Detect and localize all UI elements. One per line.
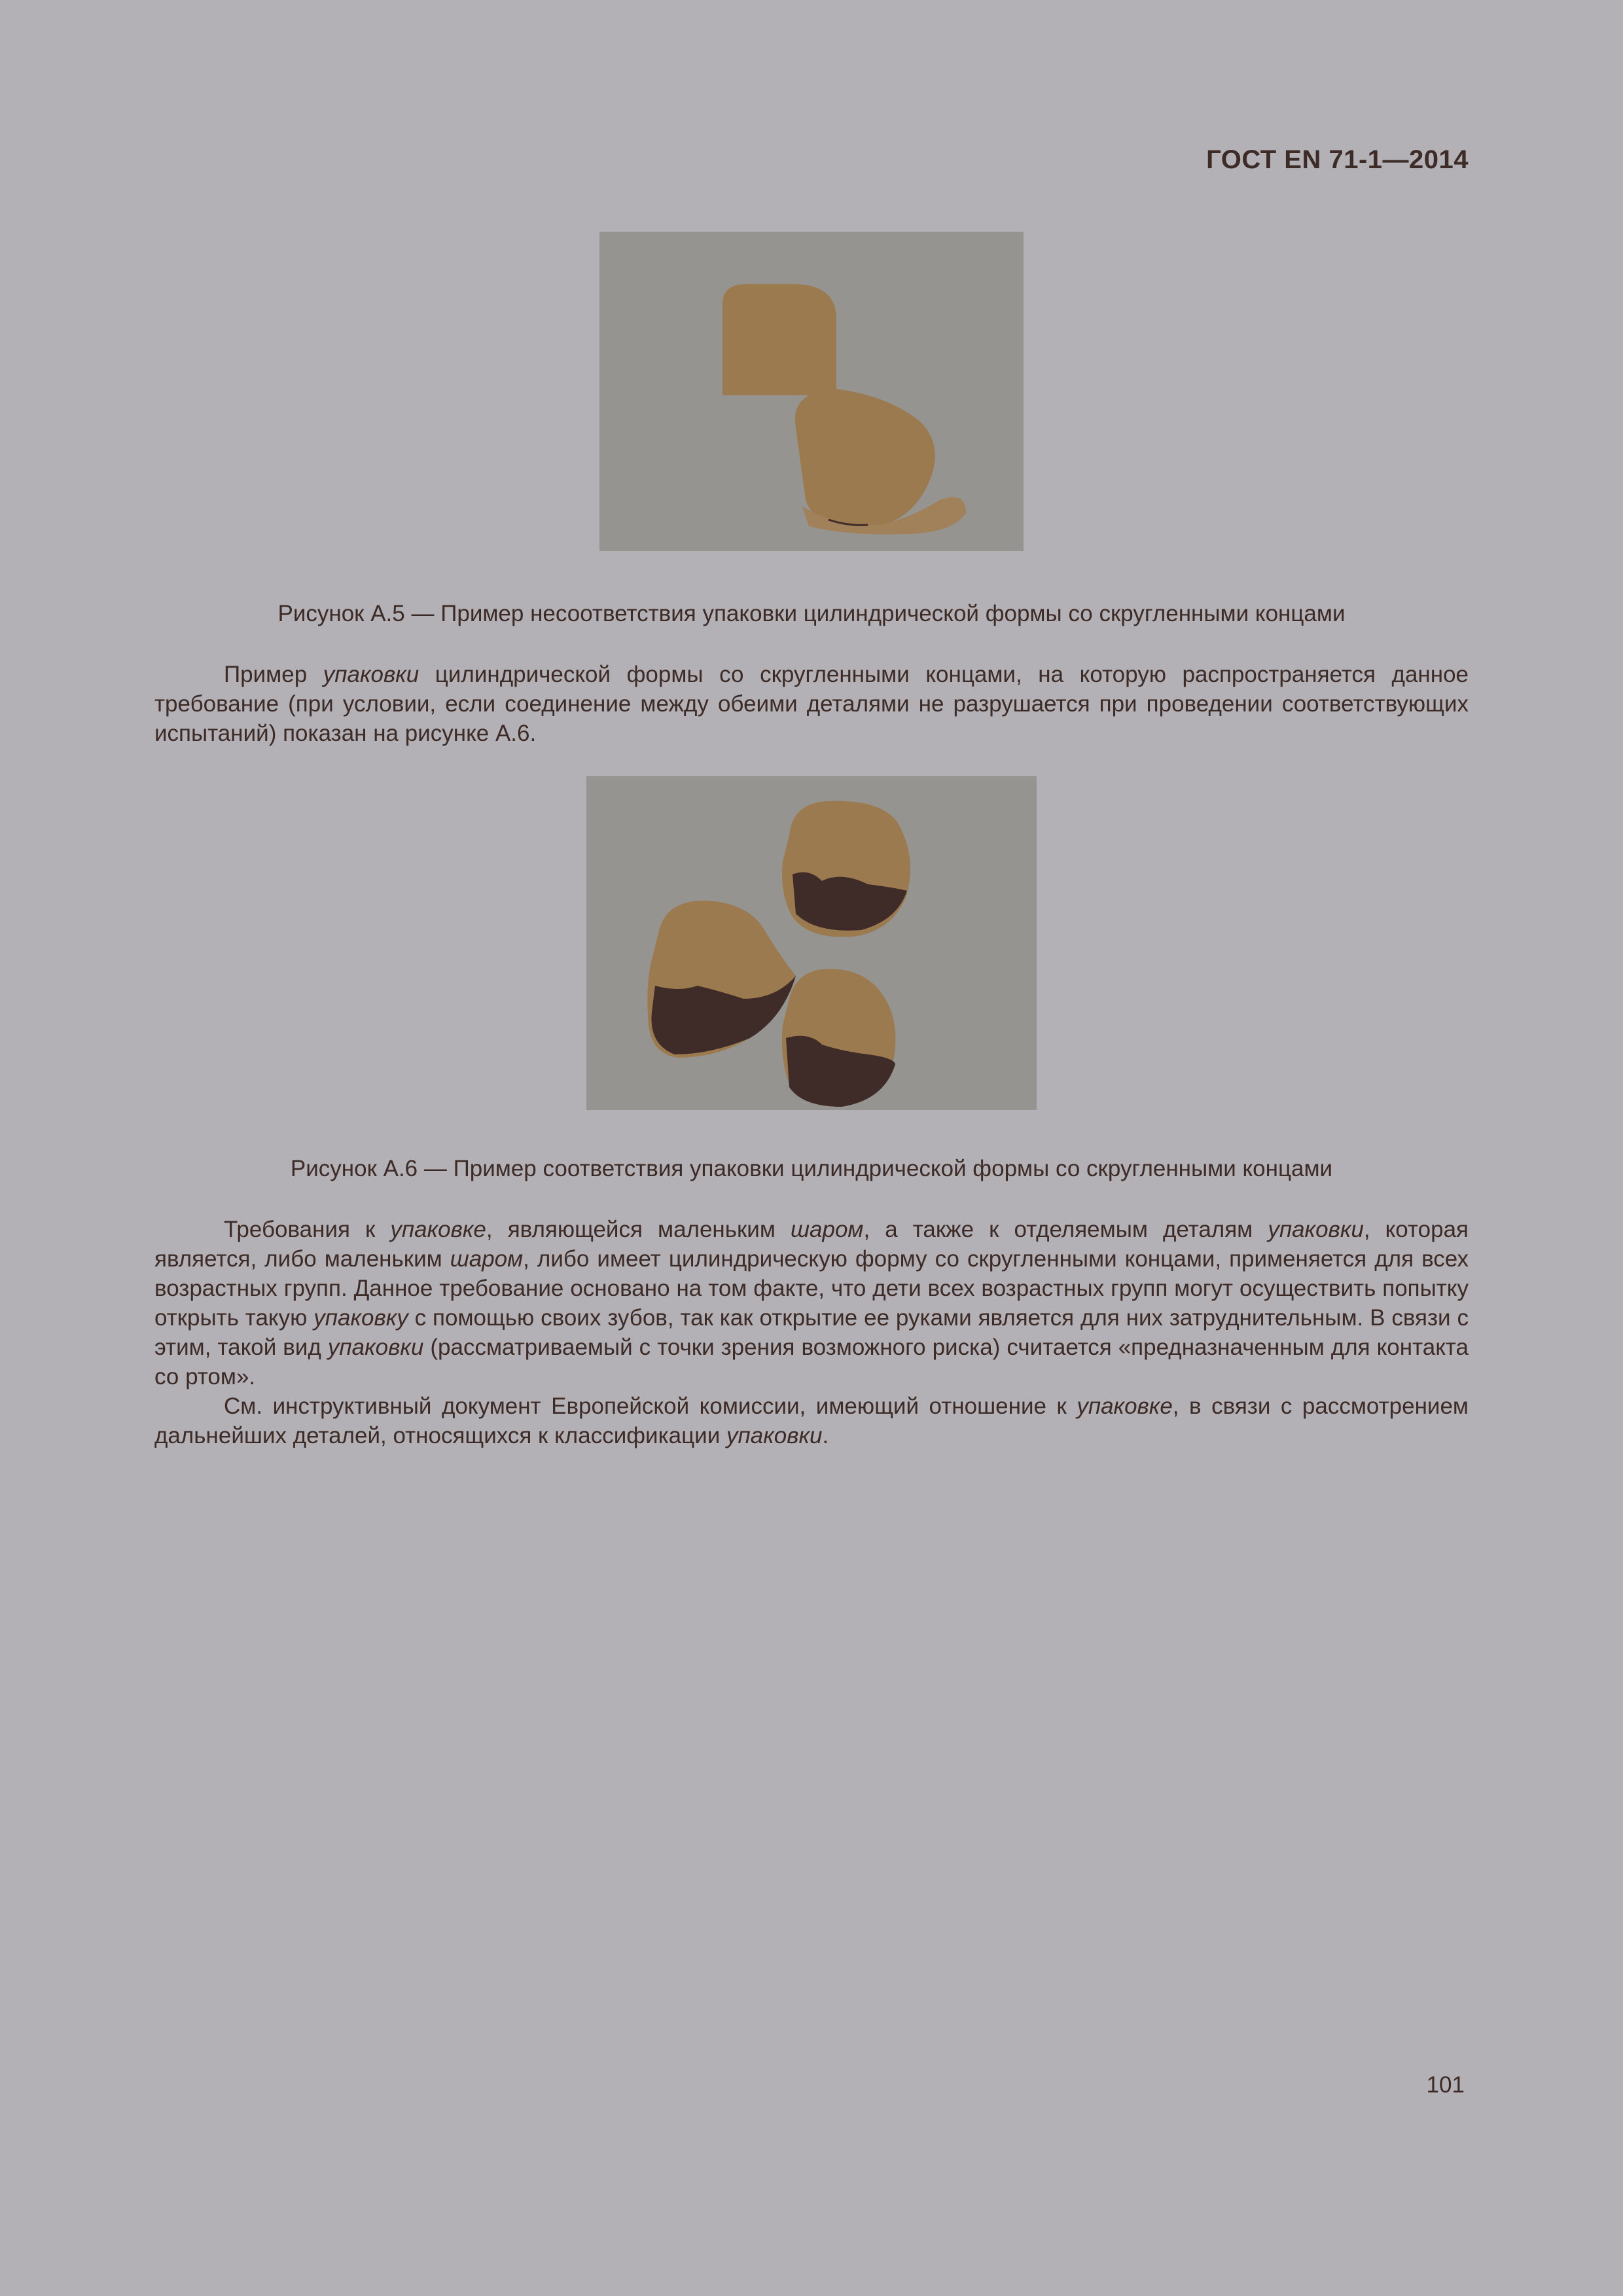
document-code-header: ГОСТ EN 71-1—2014	[1206, 145, 1469, 174]
capsule-bottom	[782, 969, 896, 1107]
paragraph-2-block	[154, 1215, 1469, 1450]
paragraph-1	[154, 660, 1469, 748]
page-number: 101	[1426, 2072, 1465, 2098]
capsule-top-half	[722, 284, 836, 395]
figure-a5-caption: Рисунок А.5 — Пример несоответствия упаковки цилиндрической формы со скругленными концами	[277, 601, 1346, 626]
figure-a5-photo	[599, 232, 1024, 551]
figure-a6-caption: Рисунок А.6 — Пример соответствия упаковки цилиндрической формы со скругленными концами	[290, 1156, 1333, 1181]
figure-a6-photo	[586, 776, 1037, 1110]
paragraph-2-text: Требования к упаковке, являющейся маленьким шаром, а также к отделяемым деталям упаковки, которая является, либо маленьким шаром, либо имеет цилиндрическую форму со скругленными концами, применяется для всех возрастных групп. Данное требование основано на том факте, что дети всех возрастных групп могут осуществить попытку открыть такую упаковку с помощью своих зубов, так как открытие ее руками является для них затруднительным. В связи с этим, такой вид упаковки (рассматриваемый с точки зрения возможного риска) считается «предназначенным для контакта со ртом».	[154, 1217, 1469, 1390]
capsule-upper-right	[782, 801, 910, 937]
paragraph-1-text: Пример упаковки цилиндрической формы со скругленными концами, на которую распространяется данное требование (при условии, если соединение между обеими деталями не разрушается при проведении соответствующих испытаний) показан на рисунке А.6.	[154, 662, 1469, 746]
paragraph-3-text: См. инструктивный документ Европейской комиссии, имеющий отношение к упаковке, в связи с рассмотрением дальнейших деталей, относящихся к классификации упаковки.	[154, 1393, 1469, 1448]
